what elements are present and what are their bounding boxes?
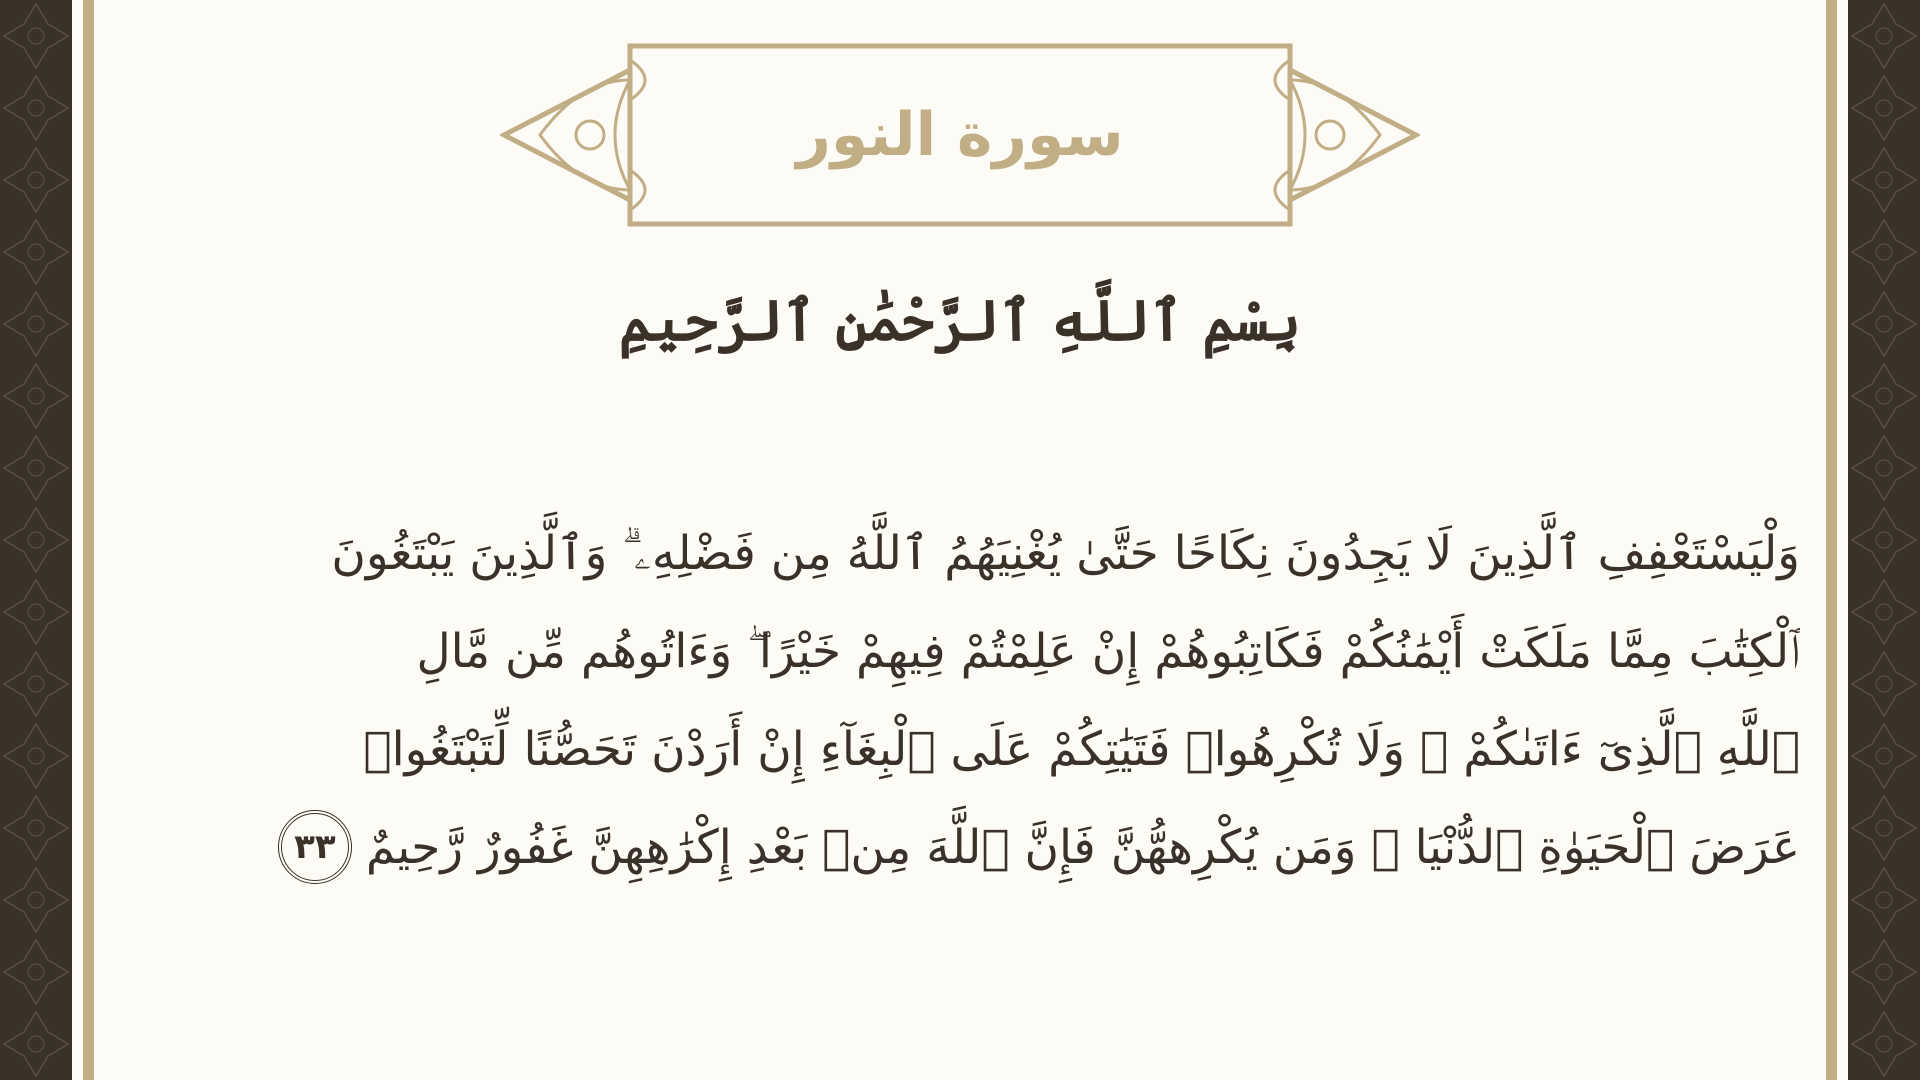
verse-text [180,505,1800,897]
verse-line-1: وَلْيَسْتَعْفِفِ ٱلَّذِينَ لَا يَجِدُونَ نِكَاحًا حَتَّىٰ يُغْنِيَهُمُ ٱللَّهُ مِن فَضْلِهِۦ ۗ وَٱلَّذِينَ يَبْتَغُونَ [331,526,1800,581]
right-border-pattern [1848,0,1920,1080]
left-border-pattern [0,0,72,1080]
surah-title-frame [500,40,1420,230]
verse-line-4 [180,799,1800,897]
left-ornamental-border [0,0,72,1080]
verse-line-4-text: عَرَضَ ٱلْحَيَوٰةِ ٱلدُّنْيَا ۚ وَمَن يُكْرِههُّنَّ فَإِنَّ ٱللَّهَ مِنۢ بَعْدِ إِكْرَٰهِهِنَّ غَفُورٌ رَّحِيمٌ [365,820,1800,875]
basmala: بِسْمِ ٱللَّهِ ٱلرَّحْمَٰنِ ٱلرَّحِيمِ [619,288,1301,354]
right-gold-rule [1826,0,1837,1080]
verse-line-2: ٱلْكِتَٰبَ مِمَّا مَلَكَتْ أَيْمَٰنُكُمْ فَكَاتِبُوهُمْ إِنْ عَلِمْتُمْ فِيهِمْ خَيْرًا ۖ وَءَاتُوهُم مِّن مَّالِ [416,624,1800,679]
verse-number-marker: ٣٣ [278,810,352,884]
left-gold-rule [83,0,94,1080]
surah-title: سورة النور [796,100,1124,170]
verse-line-3: ٱللَّهِ ٱلَّذِىٓ ءَاتَىٰكُمْ ۚ وَلَا تُكْرِهُوا۟ فَتَيَٰتِكُمْ عَلَى ٱلْبِغَآءِ إِنْ أَرَدْنَ تَحَصُّنًا لِّتَبْتَغُوا۟ [363,722,1800,777]
right-ornamental-border [1848,0,1920,1080]
